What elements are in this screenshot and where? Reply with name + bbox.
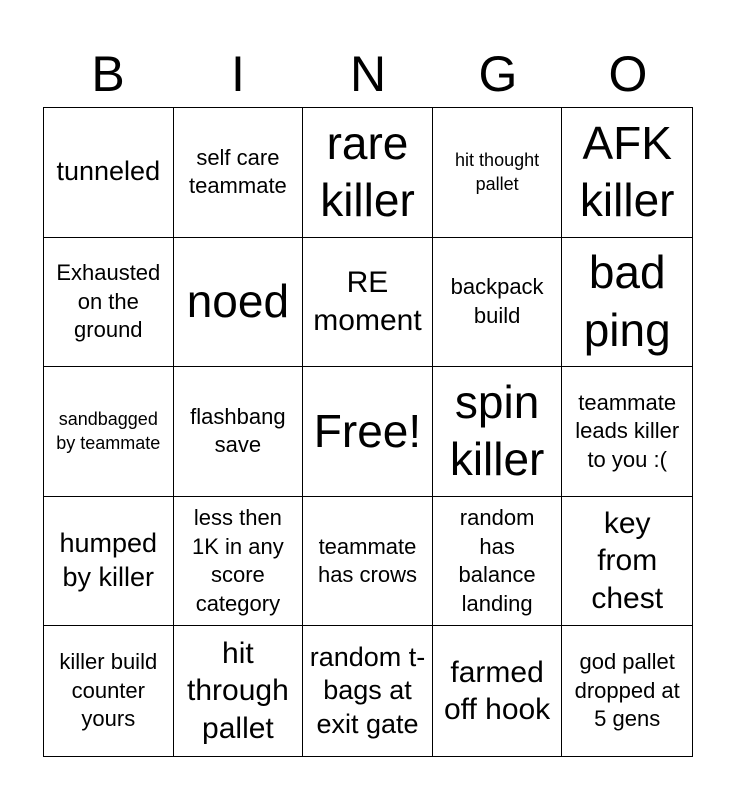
- cell-text: backpack build: [450, 274, 544, 328]
- cell-text: Exhausted on the ground: [56, 260, 161, 343]
- cell-text: sandbagged by teammate: [56, 409, 161, 454]
- bingo-cell[interactable]: [44, 497, 174, 627]
- bingo-cell[interactable]: [433, 108, 563, 238]
- bingo-cell[interactable]: [433, 238, 563, 368]
- cell-text: teammate has crows: [317, 533, 417, 588]
- cell-text: noed: [186, 275, 290, 328]
- cell-text: farmed off hook: [443, 655, 551, 727]
- bingo-cell free-space[interactable]: [303, 367, 433, 497]
- bingo-cell[interactable]: [433, 497, 563, 627]
- cell-text: spin killer: [449, 375, 545, 486]
- cell-text: killer build counter yours: [59, 649, 158, 732]
- header-letter-b: B: [91, 46, 125, 102]
- bingo-cell[interactable]: [562, 497, 692, 627]
- bingo-cell[interactable]: [562, 108, 692, 238]
- cell-text: AFK killer: [579, 116, 675, 227]
- bingo-cell[interactable]: [562, 626, 692, 756]
- bingo-cell[interactable]: [433, 367, 563, 497]
- bingo-cell[interactable]: [174, 626, 304, 756]
- header-letter-i: I: [231, 46, 245, 102]
- bingo-cell[interactable]: [303, 497, 433, 627]
- bingo-cell[interactable]: [174, 497, 304, 627]
- bingo-cell[interactable]: [44, 626, 174, 756]
- bingo-cell[interactable]: [562, 367, 692, 497]
- cell-text: random has balance landing: [458, 504, 536, 616]
- cell-text: less then 1K in any score category: [192, 504, 284, 616]
- cell-text: tunneled: [56, 156, 161, 187]
- cell-text: bad ping: [583, 246, 671, 356]
- bingo-cell[interactable]: [174, 238, 304, 368]
- bingo-cell[interactable]: [303, 238, 433, 368]
- header-letter-n: N: [349, 46, 387, 102]
- cell-text: hit thought pallet: [455, 150, 540, 195]
- bingo-cell[interactable]: [303, 108, 433, 238]
- bingo-cell[interactable]: [174, 108, 304, 238]
- header-letter-o: O: [608, 46, 648, 102]
- cell-text: god pallet dropped at 5 gens: [574, 649, 680, 732]
- cell-text: humped by killer: [59, 528, 158, 593]
- cell-text: hit through pallet: [187, 636, 289, 745]
- bingo-board: [43, 107, 693, 757]
- bingo-cell[interactable]: [174, 367, 304, 497]
- bingo-cell[interactable]: [433, 626, 563, 756]
- cell-text: RE moment: [313, 266, 422, 337]
- bingo-cell[interactable]: [44, 238, 174, 368]
- cell-text: flashbang save: [190, 403, 286, 458]
- bingo-cell[interactable]: [44, 367, 174, 497]
- cell-text: random t-bags at exit gate: [309, 641, 426, 740]
- cell-text: teammate leads killer to you :(: [575, 389, 680, 472]
- cell-text: key from chest: [591, 506, 664, 615]
- bingo-cell[interactable]: [303, 626, 433, 756]
- cell-text: rare killer: [320, 116, 415, 227]
- bingo-header: [43, 40, 693, 108]
- header-letter-g: G: [478, 46, 518, 102]
- free-space-text: Free!: [313, 404, 422, 457]
- bingo-cell[interactable]: [562, 238, 692, 368]
- cell-text: self care teammate: [188, 144, 287, 199]
- bingo-cell[interactable]: [44, 108, 174, 238]
